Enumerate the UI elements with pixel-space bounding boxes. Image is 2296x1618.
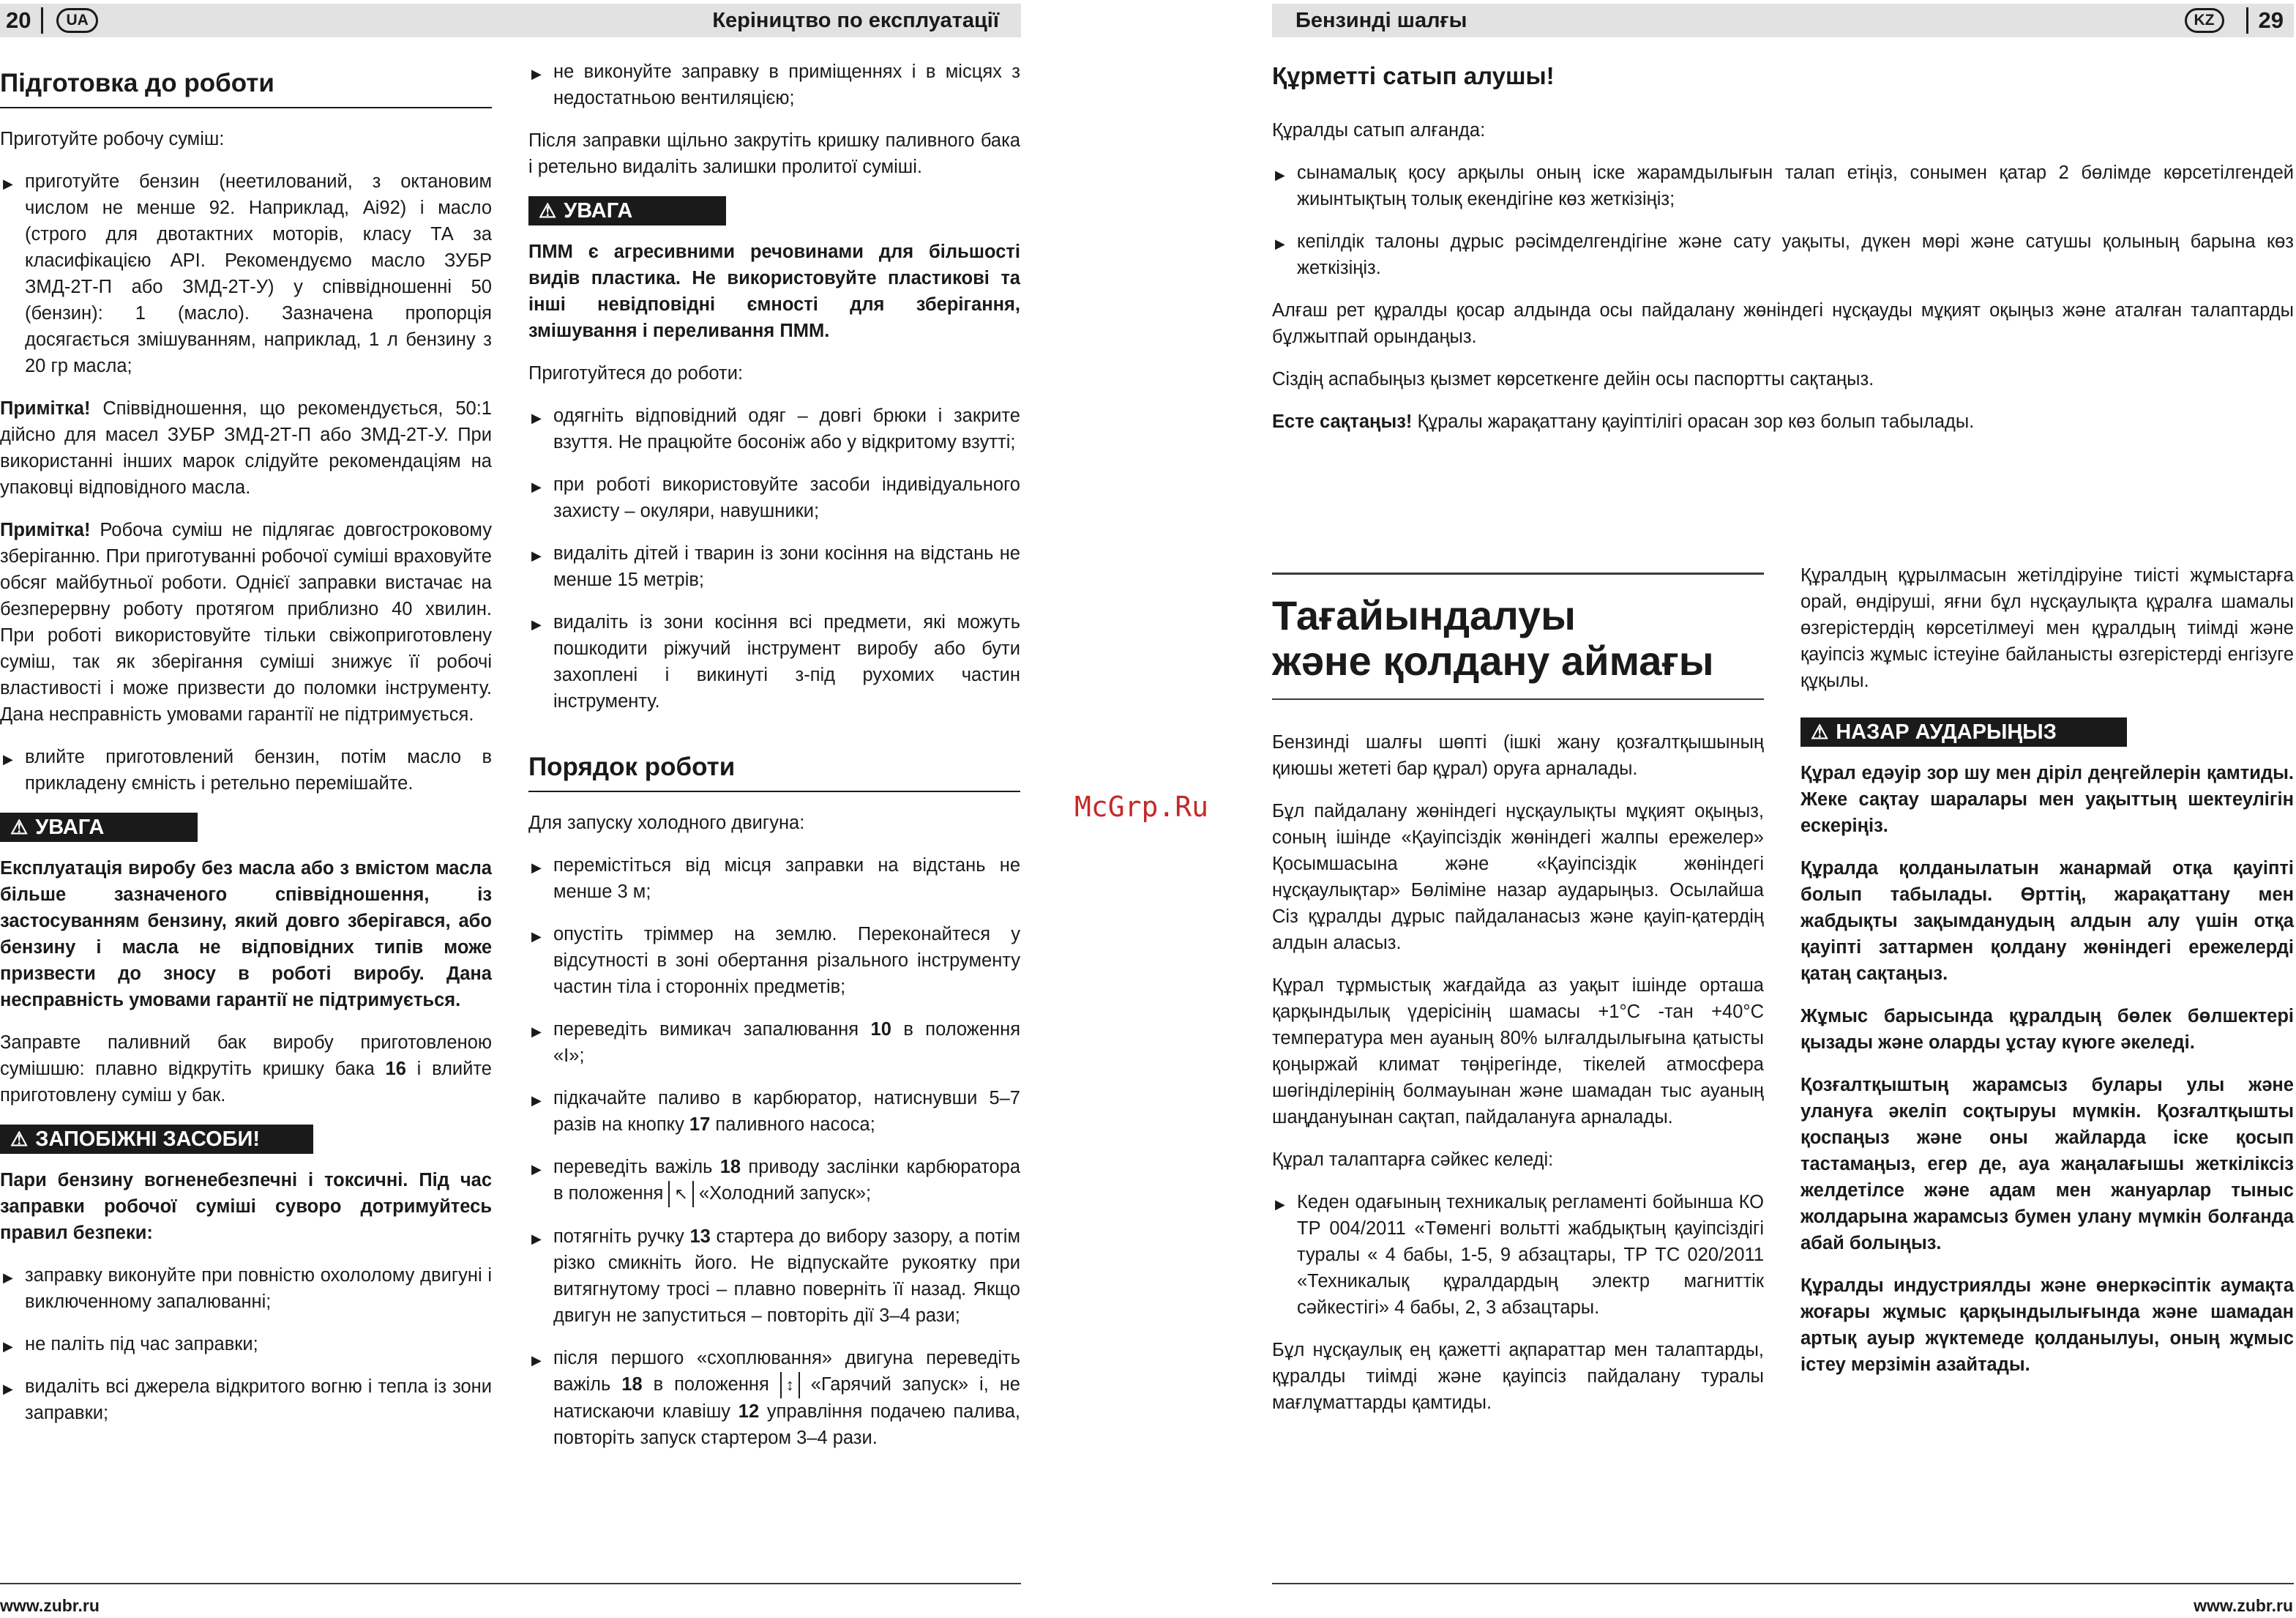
list-item-text: при роботі використовуйте засоби індивідуального захисту – окуляри, навушники; [553, 474, 1020, 521]
part-number: 18 [719, 1157, 741, 1177]
bullet-arrow-icon: ▶ [3, 752, 13, 767]
list-item-text: одягніть відповідний одяг – довгі брюки і закрите взуття. Не працюйте босоніж або у відкритому взутті; [553, 406, 1020, 452]
bullet-arrow-icon: ▶ [3, 1270, 13, 1285]
list-item [0, 744, 492, 797]
bullet-arrow-icon: ▶ [531, 548, 542, 563]
bullet-list [0, 1262, 492, 1426]
list-item [0, 168, 492, 379]
warning-text: Құралда қолданылатын жанармай отқа қауіпті болып табылады. Өрттің, жарақаттану мен жабдықты зақымданудың алдын алу үшін отқа қауіпті заттармен қолдану жөніндегі ережелерді қатаң сақтаңыз. [1800, 858, 2294, 984]
attention-banner [1800, 717, 2127, 747]
note-label: Примітка! [0, 398, 91, 419]
precautions-banner [0, 1125, 313, 1154]
section-heading-preparation: Підготовка до роботи [0, 67, 492, 108]
warning-banner [0, 813, 198, 842]
list-item-text: не паліть під час заправки; [25, 1334, 258, 1354]
list-item-text: приготуйте бензин (неетилований, з октановим числом не менше 92. Наприклад, Аі92) і масло (строго для двотактних моторів, класу ТА за класифікацією API. Рекомендуємо масло ЗУБР ЗМД-2Т-П або ЗМД-2Т-У) у співвідношенні 50 (бензин): 1 (масло). Зазначена пропорція досягається змішуванням, наприклад, 1 л бензину з 20 гр масла; [25, 171, 492, 376]
text: приводу заслінки карбюратора в положення [553, 1157, 1020, 1204]
purpose-title-line1: Тағайындалуы [1272, 592, 1576, 638]
purpose-title-line2: және қолдану аймағы [1272, 638, 1714, 684]
warning-text: Експлуатація виробу без масла або з вмістом масла більше зазначеного співвідношення, із застосуванням бензину, який довго зберігався, або бензину і масла не відповідних типів може призвести до зносу в роботі виробу. Дана несправність умовами гарантії не підтримується. [0, 858, 492, 1010]
bullet-list [0, 744, 492, 797]
part-number: 10 [870, 1019, 891, 1040]
left-footer-url[interactable]: www.zubr.ru [0, 1596, 100, 1615]
left-page [0, 0, 1025, 1618]
list-item [1272, 160, 2294, 212]
text: управління подачею палива, повторіть запуск стартером 3–4 рази. [553, 1401, 1020, 1448]
paragraph: Құралдың құрылмасын жетілдіруіне тиісті жұмыстарға орай, өндіруші, яғни бұл нұсқаулықта құралға шамалы өзгерістердің көрсетілмеуі мен құралдың тиімді және қауіпсіз жұмыс істеуіне байланысты өзгерістерді енгізуге құқылы. [1800, 565, 2294, 691]
text: переведіть вимикач запалювання [553, 1019, 871, 1040]
text: в положення «I»; [553, 1019, 1020, 1066]
intro-heading: Құрметті сатып алушы! [1272, 62, 1555, 89]
list-item [528, 1154, 1020, 1207]
list-item [528, 540, 1020, 593]
text: Заправте паливний бак виробу приготовленою сумішшю: плавно відкрутіть кришку бака [0, 1032, 492, 1079]
text: «Холодний запуск»; [693, 1183, 872, 1204]
lang-badge: UA [56, 8, 97, 33]
list-item [1272, 228, 2294, 281]
bullet-list [1272, 160, 2294, 281]
list-item-text: влийте приготовлений бензин, потім масло в прикладену ємність і ретельно перемішайте. [25, 747, 492, 794]
warning-triangle-icon: ⚠ [10, 1128, 29, 1150]
note-paragraph [0, 395, 492, 501]
part-number: 12 [738, 1401, 760, 1422]
right-footer-url[interactable]: www.zubr.ru [2194, 1596, 2293, 1615]
paragraph: Құрал тұрмыстық жағдайда аз уақыт ішінде орташа қарқындылық үдерісінің шамасы +1°С -тан +40°С температура мен ауаның 80% ылғалдылығына қатысты қоңыржай климат төңірегінде, тікелей атмосфера шөгінділерінің болмауынан және шамадан тыс ауаның шаңдануынан сақтап, пайдалануға арналады. [1272, 975, 1764, 1127]
text: «Гарячий запуск» і, не натискаючи клавішу [553, 1374, 1020, 1422]
left-header-title: Керіництво по експлуатації [712, 8, 999, 32]
list-item-text: перемістіться від місця заправки на відстань не менше 3 м; [553, 855, 1020, 902]
note-label: Примітка! [0, 520, 91, 540]
list-item-text: сынамалық қосу арқылы оның іске жарамдылығын талап етіңіз, сонымен қатар 2 бөлімде көрсетілгендей жиынтықтың толық екендігіне көз жеткізіңіз; [1297, 163, 2294, 209]
note-text: Робоча суміш не підлягає довгостроковому зберіганню. При приготуванні робочої суміші враховуйте обсяг майбутньої роботи. Однієї заправки вистачає на безперервну роботу протягом приблизно 40 хвилин. При роботі використовуйте тільки свіжоприготовлену суміш, так як зберігання суміші знижує її робочі властивості і може призвести до поломки інструменту. Дана несправність умовами гарантії не підтримується. [0, 520, 492, 725]
bullet-arrow-icon: ▶ [531, 480, 542, 494]
text: після першого «схоплювання» двигуна переведіть важіль [553, 1348, 1020, 1395]
list-item-text: опустіть тріммер на землю. Переконайтеся у відсутності в зоні обертання різального інструменту частин тіла і сторонніх предметів; [553, 924, 1020, 997]
section-heading-operation: Порядок роботи [528, 751, 1020, 792]
right-page [1272, 0, 2296, 1618]
list-item-text: видаліть із зони косіння всі предмети, які можуть пошкодити ріжучий інструмент виробу або бути захоплені і викинуті з-під рухомих частин інструменту. [553, 612, 1020, 712]
paragraph: Құралды сатып алғанда: [1272, 120, 1486, 141]
list-item [528, 471, 1020, 524]
part-number: 17 [689, 1114, 711, 1135]
paragraph: Бензинді шалғы шөпті (ішкі жану қозғалтқышының қиюшы жететі бар құрал) оруға арналады. [1272, 732, 1764, 779]
bullet-arrow-icon: ▶ [1275, 1197, 1285, 1212]
text: в положення [642, 1374, 780, 1395]
bullet-arrow-icon: ▶ [531, 929, 542, 944]
text: потягніть ручку [553, 1226, 690, 1247]
list-item [528, 1223, 1020, 1329]
text: підкачайте паливо в карбюратор, натиснувши 5–7 разів на кнопку [553, 1088, 1020, 1135]
left-header [0, 4, 1021, 37]
part-number: 18 [621, 1374, 643, 1395]
bullet-arrow-icon: ▶ [531, 67, 542, 81]
list-item [528, 1016, 1020, 1069]
list-item [528, 852, 1020, 905]
right-page-number: 29 [2258, 7, 2284, 33]
paragraph: Після заправки щільно закрутіть кришку паливного бака і ретельно видаліть залишки пролитої суміші. [528, 130, 1020, 177]
list-item [528, 59, 1020, 111]
header-divider [2246, 7, 2248, 34]
left-column-2 [528, 59, 1020, 1467]
bullet-arrow-icon: ▶ [531, 1353, 542, 1368]
list-item [0, 1331, 492, 1357]
bullet-arrow-icon: ▶ [531, 1024, 542, 1039]
bullet-list [528, 403, 1020, 715]
warning-text: Пари бензину вогненебезпечні і токсичні. Під час заправки робочої суміші суворо дотримуйтесь правил безпеки: [0, 1170, 492, 1243]
footer-rule [0, 1583, 1021, 1584]
warning-label: ЗАПОБІЖНІ ЗАСОБИ! [35, 1127, 261, 1151]
bullet-arrow-icon: ▶ [1275, 168, 1285, 182]
lang-badge: KZ [2185, 8, 2224, 33]
warning-label: УВАГА [564, 199, 633, 223]
note-label: Есте сақтаңыз! [1272, 411, 1413, 432]
paragraph: Бұл пайдалану жөніндегі нұсқаулықты мұқият оқыңыз, соның ішінде «Қауіпсіздік жөніндегі жалпы ережелер» Қосымшасына және «Қауіпсіздік жөніндегі нұсқаулықтар» Бөліміне назар аударыңыз. Осылайша Сіз құралды дұрыс пайдаланасыз және қауіп-қатердің алдын аласыз. [1272, 801, 1764, 953]
section-top-rule [1272, 573, 1764, 575]
paragraph: Бұл нұсқаулық ең қажетті ақпараттар мен талаптарды, құралды тиімді және қауіпсіз пайдалану туралы мағлұматтарды қамтиды. [1272, 1340, 1764, 1413]
bullet-list [528, 852, 1020, 1451]
bullet-arrow-icon: ▶ [531, 617, 542, 632]
warning-banner [528, 196, 726, 225]
bullet-arrow-icon: ▶ [531, 1093, 542, 1108]
bullet-arrow-icon: ▶ [531, 1231, 542, 1246]
warning-text: Жұмыс барысында құралдың бөлек бөлшектері қызады және оларды ұстау күюге әкеледі. [1800, 1006, 2294, 1053]
text: і влийте приготовлену суміш у бак. [0, 1059, 492, 1106]
list-item [528, 1345, 1020, 1451]
paragraph [0, 1029, 492, 1108]
list-item [528, 403, 1020, 455]
paragraph: Приготуйте робочу суміш: [0, 129, 225, 149]
list-item [0, 1373, 492, 1426]
note-paragraph [0, 517, 492, 728]
list-item-text: заправку виконуйте при повністю охололому двигуні і виключенному запалюванні; [25, 1265, 492, 1312]
footer-rule [1272, 1583, 2294, 1584]
bullet-arrow-icon: ▶ [531, 411, 542, 425]
warning-text: Құрал едәуір зор шу мен діріл деңгейлерін қамтиды. Жеке сақтау шаралары мен уақыттың шектеулігін ескеріңіз. [1800, 763, 2294, 836]
right-header-title: Бензинді шалғы [1295, 8, 1467, 32]
list-item [528, 609, 1020, 715]
list-item-text: кепілдік талоны дұрыс рәсімделгендігіне және сату уақыты, дүкен мөрі және сатушы қолының барына көз жеткізіңіз. [1297, 231, 2294, 278]
paragraph: Сіздің аспабыңыз қызмет көрсеткенге дейін осы паспортты сақтаңыз. [1272, 369, 1874, 389]
paragraph: Алғаш рет құралды қосар алдында осы пайдалану жөніндегі нұсқауды мұқият оқыңыз және аталған талаптарды бұлжытпай орындаңыз. [1272, 300, 2294, 347]
bullet-arrow-icon: ▶ [531, 860, 542, 875]
right-column-1 [1272, 593, 1764, 1432]
intro-block [1272, 60, 2294, 451]
paragraph: Приготуйтеся до роботи: [528, 363, 744, 384]
warning-triangle-icon: ⚠ [1811, 721, 1829, 743]
warning-label: НАЗАР АУДАРЫҢЫЗ [1836, 720, 2057, 744]
paragraph: Для запуску холодного двигуна: [528, 813, 805, 833]
list-item [0, 1262, 492, 1315]
list-item-text: Кеден одағының техникалық регламенті бойынша КО ТР 004/2011 «Төменгі вольтті жабдықтың қауіпсіздігі туралы « 4 бабы, 1-5, 9 абзацтары, ТР ТС 020/2011 «Техникалық құралдардың электр магниттік сәйкестігі» 4 бабы, 2, 3 абзацтары. [1297, 1192, 1764, 1318]
warning-text: Қозғалтқыштың жарамсыз булары улы және улануға әкеліп соқтыруы мүмкін. Қозғалтқышты қоспаңыз және оны жайларда іске қосып тастамаңыз, егер де, ауа жаңалағышы жеткіліксіз желдетілсе және адам мен жануарлар тыныс жолдарына жарамсыз бумен улану мүмкін болғанда абай болыңыз. [1800, 1075, 2294, 1253]
choke-open-icon: ↕ [780, 1372, 800, 1398]
bullet-arrow-icon: ▶ [3, 1382, 13, 1396]
list-item [528, 1085, 1020, 1138]
choke-closed-icon: ↖ [668, 1181, 693, 1207]
list-item-text: видаліть всі джерела відкритого вогню і тепла із зони заправки; [25, 1376, 492, 1423]
list-item [528, 921, 1020, 1000]
warning-triangle-icon: ⚠ [539, 200, 557, 222]
paragraph [1272, 409, 2294, 435]
warning-text: Құралды индустриялды және өнеркәсіптік аумақта жоғары жұмыс қарқындылығында және шамадан артық ауыр жүктемеде қолданылуы, оның жұмыс істеу мерзімін азайтады. [1800, 1275, 2294, 1375]
list-item-text: видаліть дітей і тварин із зони косіння на відстань не менше 15 метрів; [553, 543, 1020, 590]
bullet-arrow-icon: ▶ [3, 176, 13, 191]
paragraph: Құрал талаптарға сәйкес келеді: [1272, 1149, 1554, 1170]
list-item [1272, 1189, 1764, 1321]
title-rule [1272, 698, 1764, 700]
bullet-arrow-icon: ▶ [531, 1162, 542, 1177]
part-number: 13 [689, 1226, 711, 1247]
bullet-list [528, 59, 1020, 111]
left-column-1 [0, 67, 492, 1442]
list-item-text: не виконуйте заправку в приміщеннях і в місцях з недостатньою вентиляцією; [553, 61, 1020, 108]
right-column-2 [1800, 562, 2294, 1394]
bullet-list [1272, 1189, 1764, 1321]
bullet-list [0, 168, 492, 379]
watermark: McGrp.Ru [1074, 791, 1209, 823]
warning-text: ПММ є агресивними речовинами для більшості видів пластика. Не використовуйте пластикові та інші невідповідні ємності для зберігання, змішування і переливання ПММ. [528, 242, 1020, 341]
header-divider [41, 7, 43, 34]
warning-label: УВАГА [35, 816, 105, 839]
text: паливного насоса; [710, 1114, 875, 1135]
warning-triangle-icon: ⚠ [10, 816, 29, 838]
note-text: Співвідношення, що рекомендується, 50:1 дійсно для масел ЗУБР ЗМД-2Т-П або ЗМД-2Т-У. При використанні інших марок слідуйте рекомендаціям на упаковці відповідного масла. [0, 398, 492, 498]
bullet-arrow-icon: ▶ [1275, 236, 1285, 251]
right-header [1272, 4, 2294, 37]
text: переведіть важіль [553, 1157, 720, 1177]
left-page-number: 20 [6, 7, 31, 33]
note-text: Құралы жарақаттану қауіптілігі орасан зор көз болып табылады. [1412, 411, 1975, 432]
part-number: 16 [385, 1059, 406, 1079]
text: стартера до вибору зазору, а потім різко смикніть його. Не відпускайте рукоятку при витягнутому тросі – плавно поверніть її назад. Якщо двигун не запуститься – повторіть дії 3–4 рази; [553, 1226, 1020, 1326]
bullet-arrow-icon: ▶ [3, 1339, 13, 1354]
